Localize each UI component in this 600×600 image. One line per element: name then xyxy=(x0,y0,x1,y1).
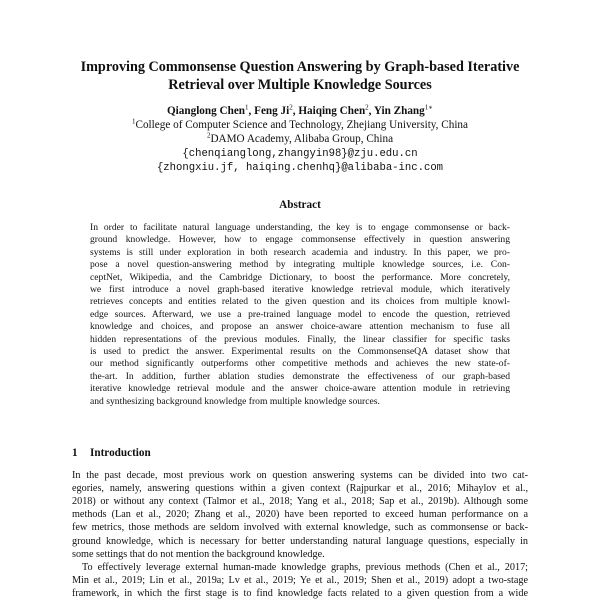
abstract-line: our method significantly outperforms other competitive methods and achieves the new state-of- xyxy=(90,358,510,370)
author-sup: 1 xyxy=(245,103,249,112)
title-line-1: Improving Commonsense Question Answering by Graph-based Iterative xyxy=(80,59,520,75)
introduction-line: 2018) or without any context (Talmor et al., 2018; Yang et al., 2018; Sap et al., 2019b). Although some xyxy=(72,496,528,508)
paper-title xyxy=(60,58,540,94)
introduction-line: To effectively leverage external human-made knowledge graphs, previous methods (Chen et al., 2017; xyxy=(82,561,528,573)
introduction-line: few metrics, those methods are seldom involved with external knowledge, such as commonsense or back- xyxy=(72,522,528,534)
section-heading xyxy=(72,447,151,459)
abstract-line: ground knowledge. However, how to engage commonsense effectively in question answering xyxy=(90,234,510,246)
abstract-line: iterative knowledge retrieval module and the answer choice-aware attention module in retrieving xyxy=(90,383,510,395)
affiliation-1: $^1$College of Computer Science and Technology, Zhejiang University, China xyxy=(132,117,468,132)
author-sup: 2 xyxy=(289,103,293,112)
abstract-line: ceptNet, Wikipedia, and the Cambridge Dictionary, to boost the performance. More concretely, xyxy=(90,271,510,283)
abstract-line: knowledge and choices, and propose an answer choice-aware attention mechanism to fuse all xyxy=(90,321,510,333)
abstract-line: retrieves concepts and entities related to the given question and its choices from multiple knowl- xyxy=(90,296,510,308)
abstract-line: and synthesizing background knowledge from multiple knowledge sources. xyxy=(90,395,380,407)
author-list: Qianglong Chen$^1$, Feng Ji$^2$, Haiqing Chen$^2$, Yin Zhang$^{1∗}$ xyxy=(166,103,434,117)
abstract-line: pose a novel question-answering method by integrating multiple knowledge sources, i.e. Con- xyxy=(90,259,510,271)
introduction-line: In the past decade, most previous work on question answering systems can be divided into two cat- xyxy=(72,470,528,481)
abstract-line: hidden representations of the previous modules. Finally, the linear classifier for specific tasks xyxy=(90,333,510,345)
abstract-line: the-art. In addition, further ablation studies demonstrate the effectiveness of our graph-based xyxy=(90,370,510,382)
author-sup: 1∗ xyxy=(424,103,434,112)
author-block xyxy=(50,104,550,175)
abstract-heading: Abstract xyxy=(279,199,321,211)
introduction-line: framework, in which the first stage is to find knowledge facts related to a given question from a wide xyxy=(72,587,528,599)
abstract-line: In order to facilitate natural language understanding, the key is to engage commonsense or back- xyxy=(90,222,510,233)
introduction-line: egories, namely, answering questions within a given context (Rajpurkar et al., 2016; Mihaylov et al., xyxy=(72,483,528,495)
author-name: Yin Zhang xyxy=(373,105,425,117)
author-name: Haiqing Chen xyxy=(298,105,366,117)
abstract-line: systems is still under exploration in both research academia and industry. In this paper, we pro- xyxy=(90,246,510,258)
author-name: Feng Ji xyxy=(254,105,290,117)
email-1: {chenqianglong,zhangyin98}@zju.edu.cn xyxy=(182,147,418,160)
abstract-line: is used to predict the answer. Experimental results on the CommonsenseQA dataset show that xyxy=(90,346,510,357)
section-number: 1 xyxy=(72,447,78,459)
author-name: Qianglong Chen xyxy=(166,105,246,117)
introduction-line: methods (Lan et al., 2020; Zhang et al., 2020) have been reported to exceed human performance on a xyxy=(72,509,528,521)
introduction-line: some settings that do not mention the background knowledge. xyxy=(72,548,325,560)
abstract-line: we first introduce a novel graph-based iterative knowledge retrieval module, which iteratively xyxy=(90,284,510,295)
introduction-line: ground knowledge, which is necessary for better understanding natural language questions, especially in xyxy=(72,535,528,547)
email-2: {zhongxiu.jf, haiqing.chenhq}@alibaba-inc.com xyxy=(156,161,444,174)
abstract-line: edge sources. Afterward, we use a pre-trained language model to encode the question, retrieved xyxy=(90,308,510,320)
section-title: Introduction xyxy=(90,447,151,459)
title-line-2: Retrieval over Multiple Knowledge Sources xyxy=(168,77,432,93)
introduction-line: Min et al., 2019; Lin et al., 2019a; Lv et al., 2019; Ye et al., 2019; Shen et al., 2019) adopt a two-stage xyxy=(72,574,528,586)
author-sup: 2 xyxy=(365,103,369,112)
affiliation-2: $^2$DAMO Academy, Alibaba Group, China xyxy=(206,131,394,146)
